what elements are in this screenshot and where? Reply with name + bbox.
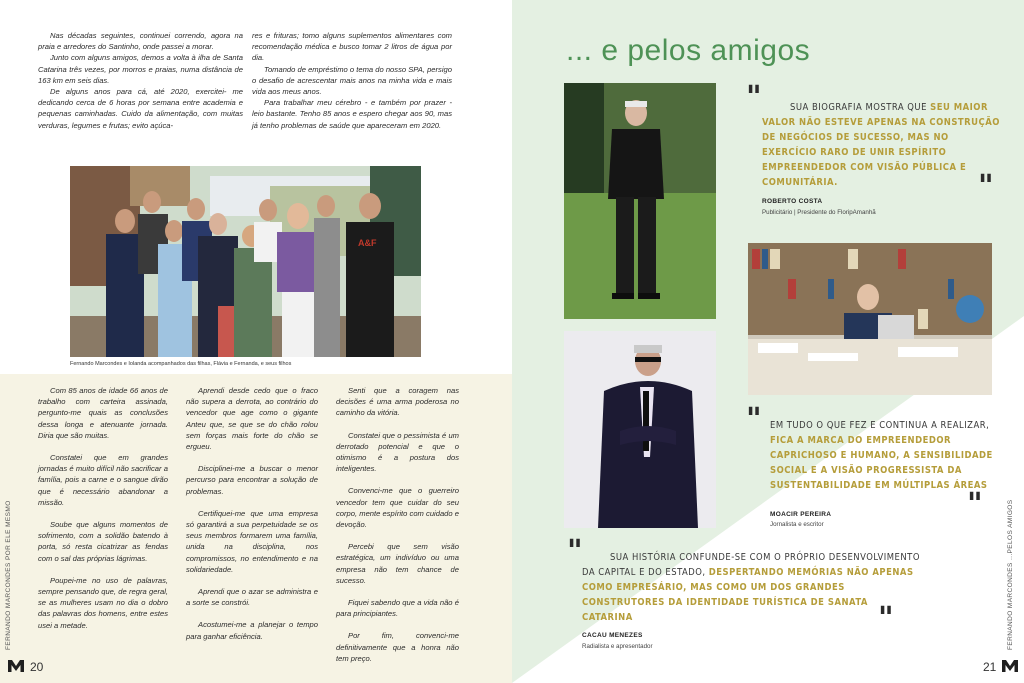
portrait-photo-garden	[564, 83, 716, 319]
svg-text:A&F: A&F	[358, 238, 377, 248]
quote-highlight: DESPERTANDO MEMÓRIAS NÃO APENAS COMO EMPRESÁRIO, MAS COMO UM DOS GRANDES CONSTRUTORES DA IDENTIDADE TURÍSTICA DE SANATA CATARINA	[582, 567, 914, 623]
page-number: 21	[983, 660, 997, 674]
quote-author: CACAU MENEZES	[582, 632, 643, 639]
section-side-label	[2, 500, 12, 650]
close-quote-icon: "	[967, 487, 983, 522]
paragraph: Para trabalhar meu cérebro - e também por prazer - leio bastante. Tenho 85 anos e espero chegar aos 90, mas já tenho problemas de saúde que apareceram em 2020.	[252, 98, 452, 130]
body-text-column	[186, 385, 318, 653]
body-text-column	[336, 385, 459, 675]
side-label-text: FERNANDO MARCONDES POR ELE MESMO	[5, 500, 12, 650]
paragraph: Soube que alguns momentos de sofrimento, com a solidão batendo à porta, só resta cicatrizar as fendas com o sal das próprias lágrimas.	[38, 520, 168, 563]
author-role: Jornalista e escritor	[770, 521, 824, 528]
right-page	[512, 0, 1024, 683]
paragraph: Poupei-me no uso de palavras, sempre pensando que, de regra geral, se as mulheres usam no dia o dobro das palavras dos homens, entre estes usei a metade.	[38, 575, 168, 630]
open-quote-icon: "	[567, 534, 583, 569]
paragraph: Junto com alguns amigos, demos a volta à ilha de Santa Catarina três vezes, por morros e praias, numa distância de 163 km em seis dias.	[38, 53, 243, 85]
quote-text	[762, 100, 1002, 190]
open-quote-icon: "	[746, 402, 762, 437]
paragraph: Convenci-me que o guerreiro vencedor tem que cuidar do seu corpo, mente espírito com cuidado e devoção.	[336, 486, 459, 530]
photo-caption: Fernando Marcondes e Iolanda acompanhados das filhas, Flávia e Fernanda, e seus filhos	[70, 361, 292, 367]
library-illustration	[748, 243, 992, 395]
quote-text	[770, 418, 1002, 493]
family-photo	[70, 166, 421, 357]
portrait-photo-library	[748, 243, 992, 395]
close-quote-icon: "	[978, 169, 994, 204]
quote-highlight: FICA A MARCA DO EMPREENDEDOR CAPRICHOSO E HUMANO, A SENSIBILIDADE SOCIAL E A VISÃO PROGRESSISTA DA SUSTENTABILIDADE EM MÚLTIPLAS ÁREAS	[770, 435, 993, 491]
side-label-text: FERNANDO MARCONDES ...PELOS AMIGOS	[1007, 499, 1014, 650]
quote-author: MOACIR PEREIRA	[770, 511, 832, 518]
body-text-column	[38, 30, 243, 131]
body-text-column	[38, 385, 168, 642]
close-quote-icon: "	[878, 601, 894, 636]
paragraph: De alguns anos para cá, até 2020, exercitei- me dedicando cerca de 6 horas por semana entre academia e pequenas caminhadas. Cuido da alimentação, com muitas verduras, legumes e frutas; evito açúca-	[38, 87, 243, 130]
paragraph: Aprendi desde cedo que o fraco não supera a derrota, ao contrário do vencedor que age como o gigante Anteu que, se que se do chão rolou sem forças mais forte do chão se ergueu.	[186, 386, 318, 452]
portrait-illustration	[564, 83, 716, 319]
paragraph: Disciplinei-me a buscar o menor percurso para encontrar a solução de problemas.	[186, 464, 318, 496]
paragraph: Constatei que em grandes jornadas é muito difícil não sacrificar a família, pois a carne e o sangue dirão que é necessário abandonar a missão.	[38, 453, 168, 507]
body-text-column	[252, 30, 452, 131]
quote-highlight: SEU MAIOR VALOR NÃO ESTEVE APENAS NA CONSTRUÇÃO DE NEGÓCIOS DE SUCESSO, MAS NO EXERCÍCIO RARO DE UNIR ESPÍRITO EMPREENDEDOR COM VISÃO PÚBLICA E COMUNITÁRIA.	[762, 102, 1000, 188]
family-photo-illustration	[70, 166, 421, 357]
page-number: 20	[30, 660, 44, 674]
quote-text	[582, 550, 922, 625]
magazine-logo-icon	[8, 659, 24, 672]
author-role: Publicitário | Presidente do FloripAmanhã	[762, 209, 876, 216]
paragraph: Acostumei-me a planejar o tempo para ganhar eficiência.	[186, 620, 318, 641]
quote-plain: EM TUDO O QUE FEZ E CONTINUA A REALIZAR,	[770, 420, 990, 431]
paragraph: Por fim, convenci-me definitivamente que a honra não tem preço.	[336, 631, 459, 663]
suit-portrait-illustration	[564, 331, 716, 528]
paragraph: Certifiquei-me que uma empresa só garantirá a sua perpetuidade se os seus membros formarem uma família, unida na disciplina, nos compromissos, no entendimento e na solidariedade.	[186, 508, 318, 574]
paragraph: res e frituras; tomo alguns suplementos alimentares com recomendação médica e busco tomar 2 litros de água por dia.	[252, 31, 452, 63]
paragraph: Senti que a coragem nas decisões é uma arma poderosa no caminho da vitória.	[336, 386, 459, 418]
paragraph: Aprendi que o azar se administra e a sorte se constrói.	[186, 587, 318, 608]
paragraph: Nas décadas seguintes, continuei correndo, agora na praia e arredores do Santinho, onde passei a morar.	[38, 31, 243, 52]
paragraph: Constatei que o pessimista é um derrotado potencial e que o otimismo é a postura dos inteligentes.	[336, 430, 459, 474]
page-title: ... e pelos amigos	[566, 34, 811, 67]
author-role: Radialista e apresentador	[582, 643, 653, 650]
paragraph: Fiquei sabendo que a vida não é para principiantes.	[336, 598, 459, 619]
paragraph: Com 85 anos de idade 66 anos de trabalho com carteira assinada, pergunto-me quais as conclusões dessa longa e atenuante jornada. Diria que são muitas.	[38, 386, 168, 440]
paragraph: Tomando de empréstimo o tema do nosso SPA, persigo o desafio de acrescentar mais anos na minha vida e mais vida aos meus anos.	[252, 64, 452, 97]
section-side-label	[1004, 490, 1016, 650]
paragraph: Percebi que sem visão estratégica, um indivíduo ou uma empresa não tem chance de sucesso.	[336, 542, 459, 585]
magazine-logo-icon	[1002, 659, 1018, 672]
quote-plain: SUA HISTÓRIA CONFUNDE-SE COM O PRÓPRIO DESENVOLVIMENTO DA CAPITAL E DO ESTADO,	[582, 552, 920, 578]
quote-plain: SUA BIOGRAFIA MOSTRA QUE	[790, 102, 931, 113]
open-quote-icon: "	[746, 80, 762, 115]
quote-author: ROBERTO COSTA	[762, 198, 823, 205]
portrait-photo-suit	[564, 331, 716, 528]
